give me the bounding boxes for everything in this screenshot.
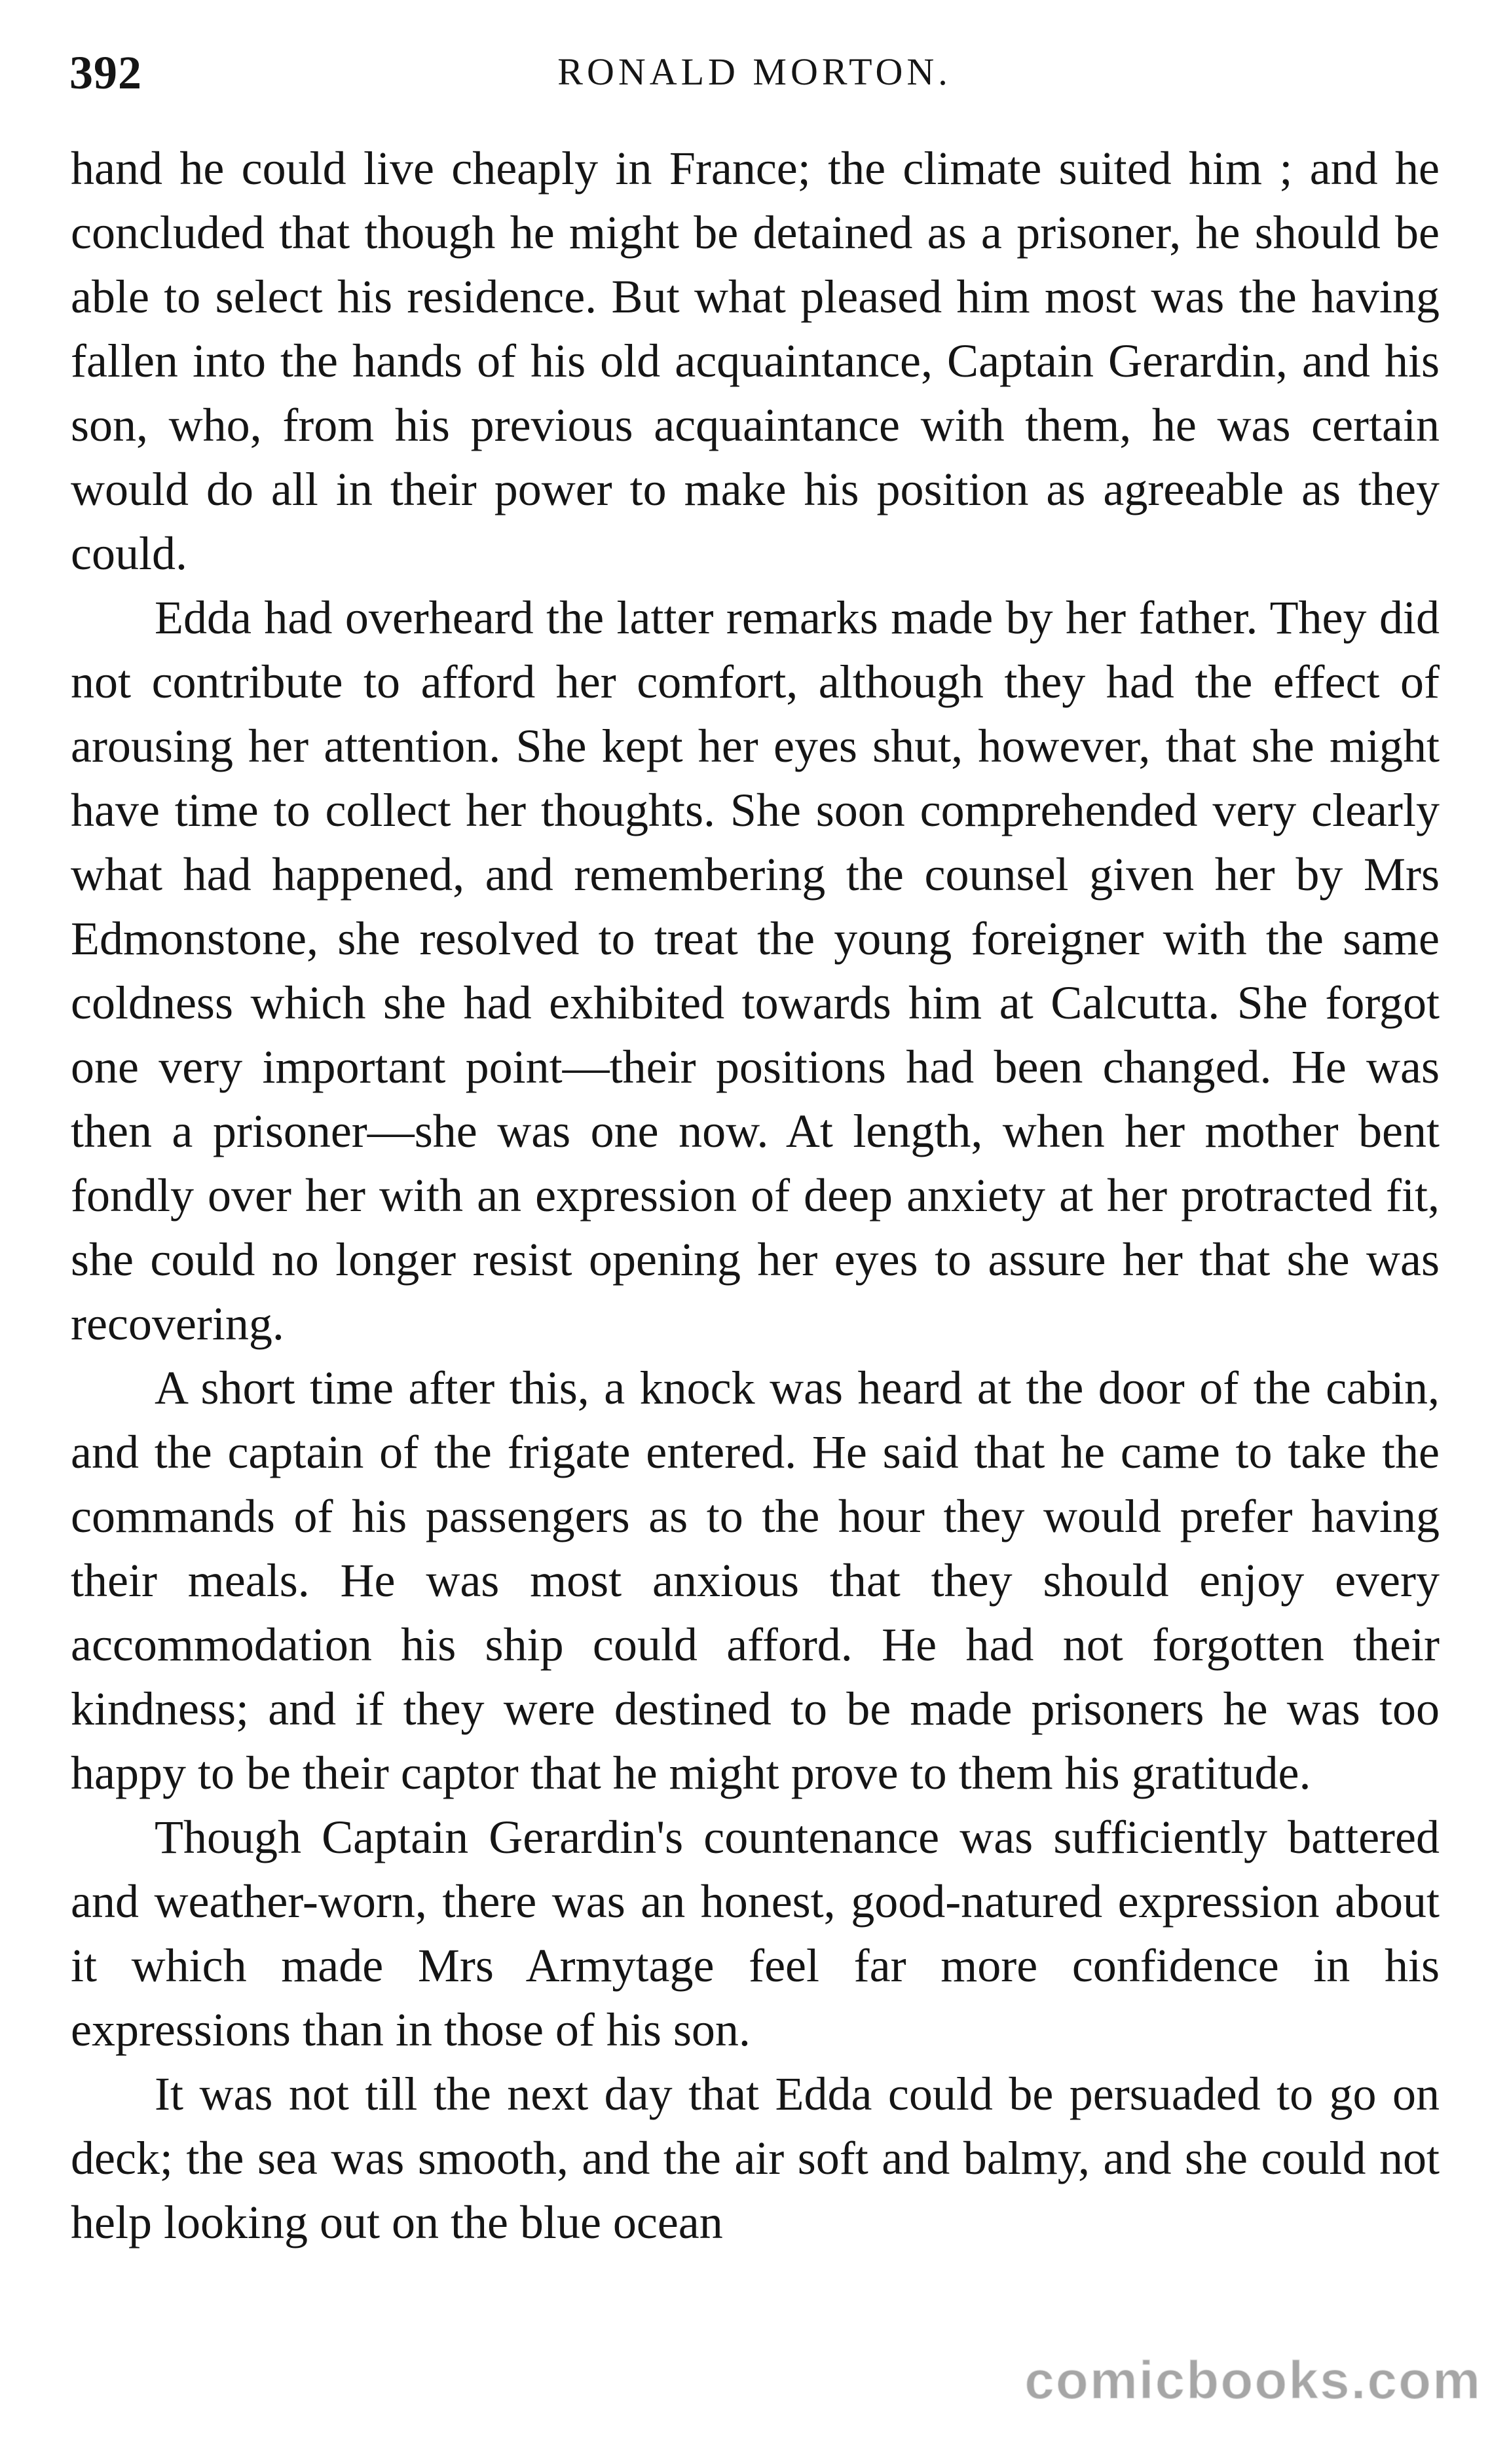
paragraph-5: It was not till the next day that Edda could be persuaded to go on deck; the sea was smooth, and the air soft and balmy, and she could not help looking out on the blue ocean bbox=[71, 2068, 1440, 2249]
body-text bbox=[71, 136, 1440, 2254]
page-number: 392 bbox=[69, 47, 142, 99]
paragraph-4: Though Captain Gerardin's countenance was sufficiently battered and weather-worn, there was an honest, good-natured expression about it which made Mrs Armytage feel far more confidence in his expressions than in those of his son. bbox=[71, 1811, 1440, 2056]
paragraph-3: A short time after this, a knock was heard at the door of the cabin, and the captain of the frigate entered. He said that he came to take the commands of his passengers as to the hour they would prefer having their meals. He was most anxious that they should enjoy every accommodation his ship could afford. He had not forgotten their kindness; and if they were destined to be made prisoners he was too happy to be their captor that he might prove to them his gratitude. bbox=[71, 1362, 1440, 1799]
page-header bbox=[0, 38, 1509, 117]
running-head: RONALD MORTON. bbox=[557, 50, 952, 93]
paragraph-1: hand he could live cheaply in France; the climate suited him ; and he concluded that though he might be detained as a prisoner, he should be able to select his residence. But what pleased him most was the having fallen into the hands of his old acquaintance, Captain Gerardin, and his son, who, from his previous acquaintance with them, he was certain would do all in their power to make his position as agreeable as they could. bbox=[71, 142, 1440, 580]
paragraph-2: Edda had overheard the latter remarks made by her father. They did not contribute to afford her comfort, although they had the effect of arousing her attention. She kept her eyes shut, however, that she might have time to collect her thoughts. She soon comprehended very clearly what had happened, and remembering the counsel given her by Mrs Edmonstone, she resolved to treat the young foreigner with the same coldness which she had exhibited towards him at Calcutta. She forgot one very important point—their positions had been changed. He was then a prisoner—she was one now. At length, when her mother bent fondly over her with an expression of deep anxiety at her protracted fit, she could no longer resist opening her eyes to assure her that she was recovering. bbox=[71, 591, 1440, 1350]
watermark: comicbooks.com bbox=[1024, 2351, 1481, 2410]
